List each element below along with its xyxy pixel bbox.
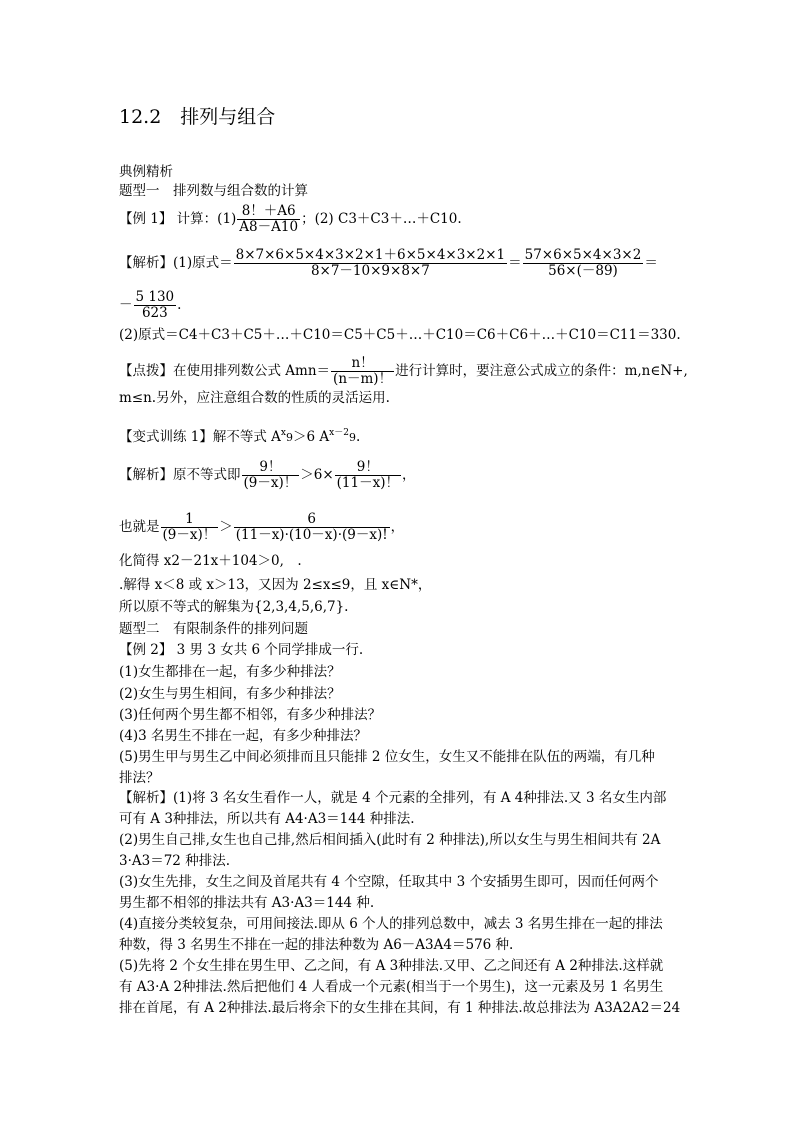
example-1-tail: ；(2) C3＋C3＋…＋C10. — [301, 211, 462, 227]
solution-1-fraction-a — [234, 248, 508, 279]
answer-5-line-1: (5)先将 2 个女生排在男生甲、乙之间，有 A 3种排法.又甲、乙之间还有 A 2种排法.这样就 — [119, 958, 664, 974]
exercise-numerator-c: 1 — [185, 511, 194, 527]
tip-tail: 进行计算时，要注意公式成立的条件：m,n∈N+, — [395, 363, 688, 379]
example-1-lead: 【例 1】 计算：(1) — [119, 211, 237, 227]
question-3: (3)任何两个男生都不相邻，有多少种排法？ — [119, 707, 382, 723]
question-5-line-2: 排法？ — [119, 770, 160, 786]
example-2-line: 【例 2】 3 男 3 女共 6 个同学排成一行. — [119, 642, 364, 658]
answer-2-line-1: (2)男生自己排,女生也自己排,然后相间插入(此时有 2 种排法),所以女生与男生相间共有 2A — [119, 832, 661, 848]
exercise-fraction-b — [335, 460, 401, 491]
exercise-solution-5: 所以原不等式的解集为{2,3,4,5,6,7}. — [119, 599, 349, 615]
exercise-solution-1-line — [119, 460, 415, 491]
solution-1-minus: － — [119, 297, 133, 313]
question-2: (2)女生与男生相间，有多少种排法？ — [119, 686, 341, 702]
section-label-examples: 典例精析 — [119, 164, 173, 180]
solution-1-numerator-b: 57×6×5×4×3×2 — [524, 247, 642, 263]
solution-1-lead: 【解析】(1)原式＝ — [119, 255, 233, 271]
answer-5-line-2: 有 A3·A 2种排法.然后把他们 4 人看成一个元素(相当于一个男生)，这一元素及另 1 名男生 — [119, 979, 664, 995]
solution-1-fraction-b — [523, 248, 644, 279]
exercise-denominator-b: (11－x)！ — [336, 475, 399, 491]
exercise-solution-lead: 【解析】原不等式即 — [119, 467, 241, 483]
exercise-1-end: . — [355, 429, 361, 445]
heading-type-2: 题型二 有限制条件的排列问题 — [119, 621, 308, 637]
answer-4-line-2: 种数，得 3 名男生不排在一起的排法种数为 A6－A3A4＝576 种. — [119, 937, 514, 953]
exercise-fraction-d — [234, 512, 390, 543]
tip-fraction — [331, 356, 394, 387]
exercise-tail-1: ， — [401, 467, 416, 483]
exercise-fraction-c — [161, 512, 219, 543]
solution-1-line — [119, 248, 658, 279]
heading-type-1: 题型一 排列数与组合数的计算 — [119, 183, 308, 199]
answer-2-line-2: 3·A3＝72 种排法. — [119, 853, 230, 869]
exercise-1-line — [119, 424, 360, 447]
exercise-tail-2: ， — [390, 519, 405, 535]
answer-1-line-1: 【解析】(1)将 3 名女生看作一人，就是 4 个元素的全排列，有 A 4种排法.又 3 名女生内部 — [119, 790, 667, 806]
exercise-1-sup-2: x－2 — [329, 428, 349, 438]
example-1-denominator: A8－A10 — [239, 219, 299, 235]
question-4: (4)3 名男生不排在一起，有多少种排法？ — [119, 728, 368, 744]
example-1-fraction — [237, 204, 300, 235]
tip-line-2: m≤n.另外，应注意组合数的性质的灵活运用. — [119, 390, 390, 406]
solution-1-numerator-a: 8×7×6×5×4×3×2×1＋6×5×4×3×2×1 — [235, 247, 506, 263]
exercise-1-sub-1: 9 — [286, 431, 293, 444]
exercise-solution-lead-2: 也就是 — [119, 519, 160, 535]
exercise-solution-2-line — [119, 512, 404, 543]
exercise-numerator-a: 9！ — [259, 459, 282, 475]
answer-4-line-1: (4)直接分类较复杂，可用间接法.即从 6 个人的排列总数中，减去 3 名男生排在一起的排法 — [119, 916, 663, 932]
exercise-fraction-a — [242, 460, 300, 491]
solution-1-fraction-c — [134, 290, 177, 321]
tip-denominator: (n－m)！ — [333, 371, 393, 387]
solution-2-line: (2)原式＝C4＋C3＋C5＋…＋C10＝C5＋C5＋…＋C10＝C6＋C6＋…＋C10＝C11＝330. — [119, 327, 681, 343]
solution-1-numerator-c: 5 130 — [135, 289, 175, 305]
page-title: 12.2 排列与组合 — [119, 106, 276, 128]
exercise-numerator-b: 9！ — [356, 459, 379, 475]
exercise-1-sup-1: x — [280, 428, 286, 438]
exercise-denominator-a: (9－x)！ — [243, 475, 298, 491]
solution-1-equals-2: ＝ — [644, 255, 658, 271]
exercise-denominator-d: (11－x)·(10－x)·(9－x)! — [235, 527, 388, 543]
solution-1-dot: . — [177, 297, 182, 313]
question-1: (1)女生都排在一起，有多少种排法？ — [119, 664, 341, 680]
question-5-line-1: (5)男生甲与男生乙中间必须排而且只能排 2 位女生，女生又不能排在队伍的两端，有几种 — [119, 749, 655, 765]
exercise-solution-4: .解得 x＜8 或 x＞13，又因为 2≤x≤9，且 x∈N*， — [119, 577, 432, 593]
tip-line — [119, 356, 688, 387]
example-1-line — [119, 204, 462, 235]
example-1-numerator: 8！＋A6 — [241, 203, 296, 219]
solution-1-denominator-b: 56×(－89) — [523, 263, 644, 279]
solution-1-denominator-a: 8×7－10×9×8×7 — [234, 263, 508, 279]
tip-lead: 【点拨】在使用排列数公式 Amn＝ — [119, 363, 331, 379]
answer-1-line-2: 可有 A 3种排法，所以共有 A4·A3＝144 种排法. — [119, 811, 415, 827]
answer-5-line-3: 排在首尾，有 A 2种排法.最后将余下的女生排在其间，有 1 种排法.故总排法为 A3A2A2＝24 — [119, 1000, 681, 1016]
solution-1-result-line — [119, 290, 181, 321]
exercise-1-sub-2: 9 — [348, 431, 356, 444]
exercise-1-mid: ＞6 A — [293, 429, 330, 445]
solution-1-equals: ＝ — [508, 255, 522, 271]
answer-3-line-1: (3)女生先排，女生之间及首尾共有 4 个空隙，任取其中 3 个安插男生即可，因而任何两个 — [119, 874, 659, 890]
exercise-1-lead: 【变式训练 1】解不等式 A — [119, 429, 281, 445]
exercise-denominator-c: (9－x)！ — [162, 527, 217, 543]
solution-1-denominator-c: 623 — [134, 305, 177, 321]
tip-numerator: n！ — [351, 355, 374, 371]
answer-3-line-2: 男生都不相邻的排法共有 A3·A3＝144 种. — [119, 895, 375, 911]
exercise-solution-3: 化简得 x2－21x＋104＞0, . — [119, 553, 302, 569]
exercise-gt: ＞6× — [300, 467, 334, 483]
exercise-gt-2: ＞ — [219, 519, 233, 535]
exercise-numerator-d: 6 — [307, 511, 316, 527]
